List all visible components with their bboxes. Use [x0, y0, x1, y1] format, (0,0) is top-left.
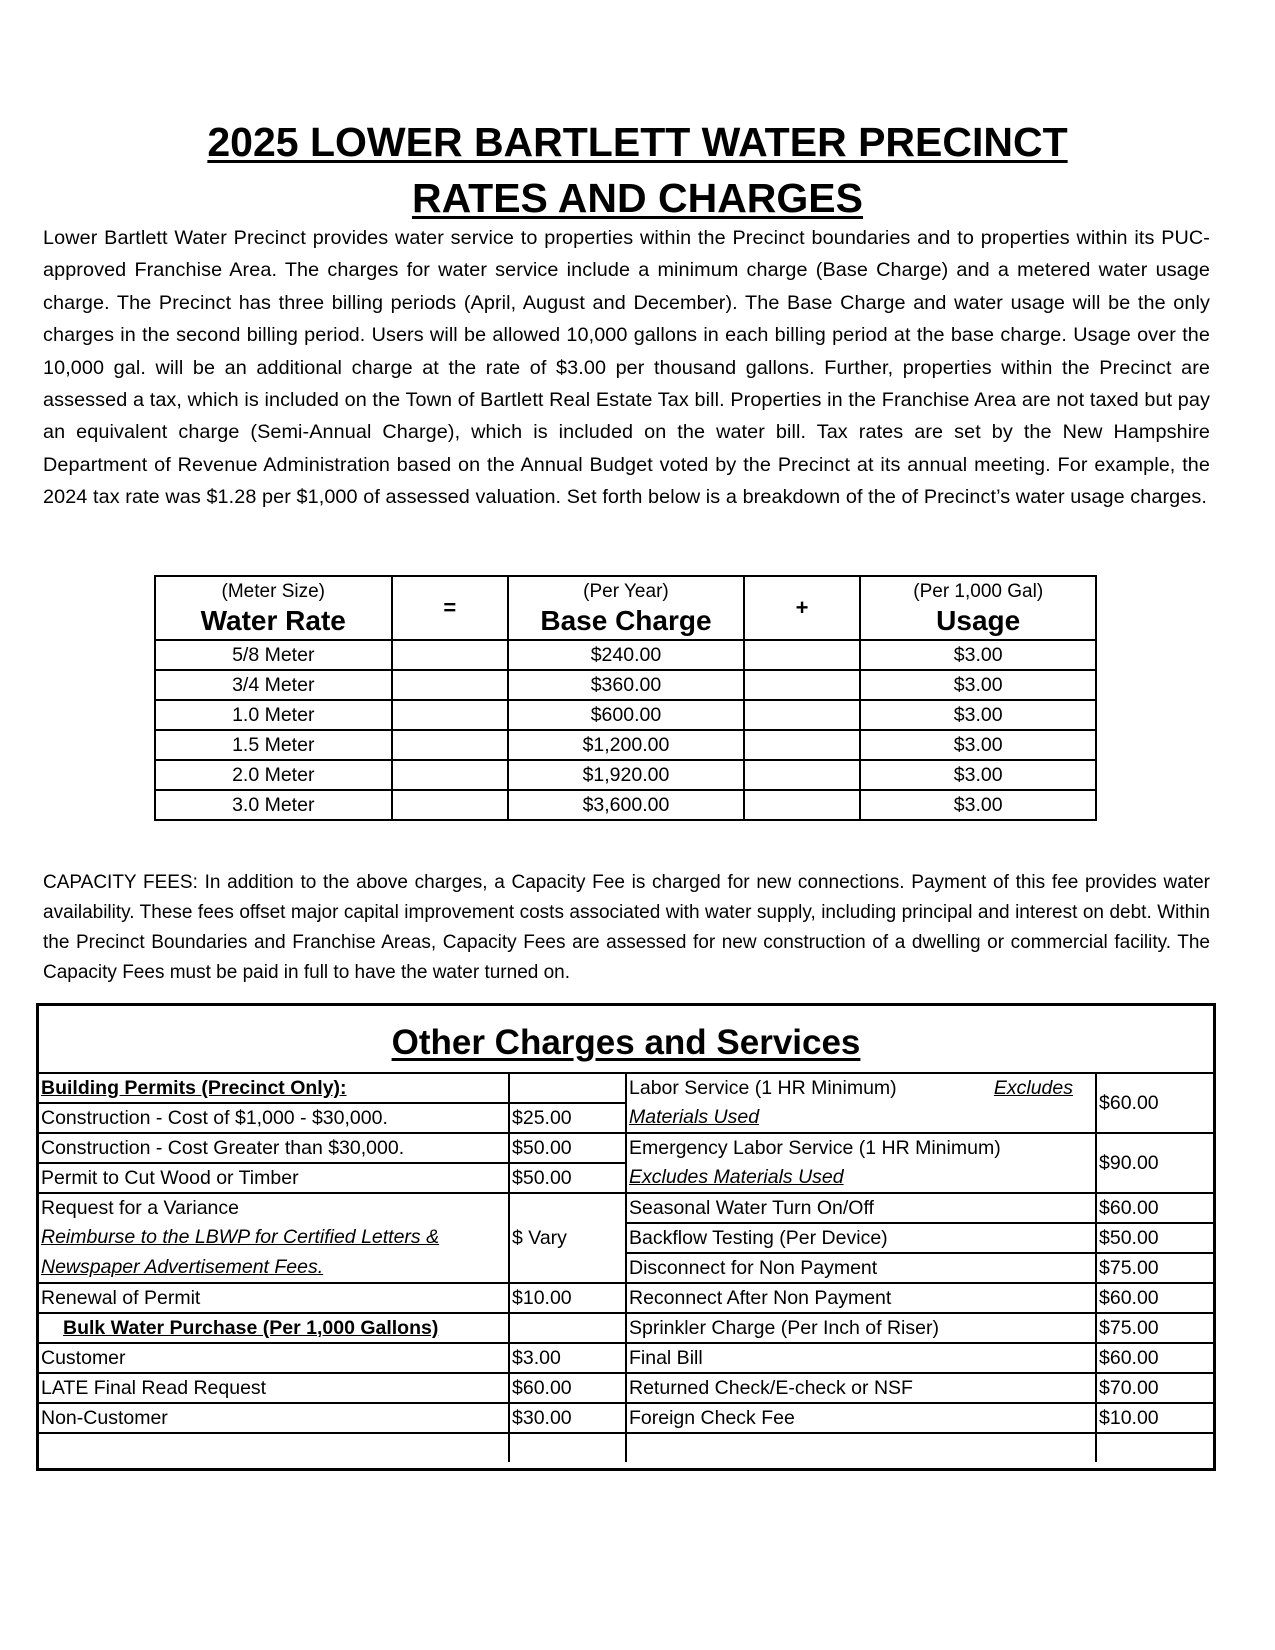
service-label: Returned Check/E-check or NSF: [626, 1373, 1096, 1403]
bulk-price: $3.00: [509, 1343, 626, 1373]
base-charge: $360.00: [508, 670, 744, 700]
permit-label: Permit to Cut Wood or Timber: [39, 1163, 509, 1193]
service-price: $70.00: [1096, 1373, 1213, 1403]
service-price: $75.00: [1096, 1313, 1213, 1343]
labor-service-note: Materials Used: [626, 1103, 1096, 1133]
permit-price: $50.00: [509, 1163, 626, 1193]
other-charges-table: [39, 1072, 1213, 1462]
usage-rate: $3.00: [860, 640, 1096, 670]
variance-note-cont: Newspaper Advertisement Fees.: [39, 1253, 509, 1283]
base-charge: $3,600.00: [508, 790, 744, 820]
table-row: [155, 700, 1096, 730]
service-price: $50.00: [1096, 1223, 1213, 1253]
table-row: [155, 640, 1096, 670]
permit-price: $50.00: [509, 1133, 626, 1163]
service-label: Reconnect After Non Payment: [626, 1283, 1096, 1313]
service-label: Foreign Check Fee: [626, 1403, 1096, 1433]
permit-label: Construction - Cost Greater than $30,000.: [39, 1133, 509, 1163]
service-price: $75.00: [1096, 1253, 1213, 1283]
table-row: [39, 1313, 1213, 1343]
base-charge: $600.00: [508, 700, 744, 730]
service-price: $60.00: [1096, 1283, 1213, 1313]
meter-size: 1.5 Meter: [155, 730, 392, 760]
table-row: [39, 1403, 1213, 1433]
base-charge: $1,200.00: [508, 730, 744, 760]
building-permits-heading: Building Permits (Precinct Only):: [39, 1073, 509, 1103]
other-charges-title: Other Charges and Services: [391, 1023, 861, 1062]
table-row: [39, 1373, 1213, 1403]
table-row: [39, 1133, 1213, 1163]
equals-sign: =: [392, 576, 509, 640]
labor-service: [626, 1073, 1096, 1103]
bulk-price: $30.00: [509, 1403, 626, 1433]
intro-paragraph: Lower Bartlett Water Precinct provides water service to properties within the Precinct boundaries and to properties within its PUC-approved Franchise Area. The charges for water service include a minimum charge (Base Charge) and a metered water usage charge. The Precinct has three billing periods (April, August and December). The Base Charge and water usage will be the only charges in the second billing period. Users will be allowed 10,000 gallons in each billing period at the base charge. Usage over the 10,000 gal. will be an additional charge at the rate of $3.00 per thousand gallons. Further, properties within the Precinct are assessed a tax, which is included on the Town of Bartlett Real Estate Tax bill. Properties in the Franchise Area are not taxed but pay an equivalent charge (Semi-Annual Charge), which is included on the water bill. Tax rates are set by the New Hampshire Department of Revenue Administration based on the Annual Budget voted by the Precinct at its annual meeting. For example, the 2024 tax rate was $1.28 per $1,000 of assessed valuation. Set forth below is a breakdown of the of Precinct’s water usage charges.: [43, 227, 1210, 509]
base-charge-header: Base Charge: [508, 603, 744, 640]
renewal-label: Renewal of Permit: [39, 1283, 509, 1313]
table-row: [155, 790, 1096, 820]
renewal-price: $10.00: [509, 1283, 626, 1313]
permit-label: Construction - Cost of $1,000 - $30,000.: [39, 1103, 509, 1133]
meter-size: 3/4 Meter: [155, 670, 392, 700]
bulk-label: Customer: [39, 1343, 509, 1373]
bulk-price: $60.00: [509, 1373, 626, 1403]
service-label: Sprinkler Charge (Per Inch of Riser): [626, 1313, 1096, 1343]
table-row: [39, 1253, 1213, 1283]
usage-rate: $3.00: [860, 760, 1096, 790]
per-1000-gal-subheader: (Per 1,000 Gal): [860, 576, 1096, 603]
bulk-label: LATE Final Read Request: [39, 1373, 509, 1403]
bulk-label: Non-Customer: [39, 1403, 509, 1433]
base-charge: $240.00: [508, 640, 744, 670]
capacity-fees-paragraph: CAPACITY FEES: In addition to the above charges, a Capacity Fee is charged for new connections. Payment of this fee provides water availability. These fees offset major capital improvement costs associated with water supply, including principal and interest on debt. Within the Precinct Boundaries and Franchise Areas, Capacity Fees are assessed for new construction of a dwelling or commercial facility. The Capacity Fees must be paid in full to have the water turned on.: [43, 872, 1210, 983]
page-subtitle: RATES AND CHARGES: [411, 175, 864, 221]
service-price: $60.00: [1096, 1343, 1213, 1373]
base-charge: $1,920.00: [508, 760, 744, 790]
plus-sign: +: [744, 576, 861, 640]
meter-size: 2.0 Meter: [155, 760, 392, 790]
service-price: $10.00: [1096, 1403, 1213, 1433]
variance-label: Request for a Variance: [39, 1193, 509, 1223]
table-row: [39, 1283, 1213, 1313]
usage-rate: $3.00: [860, 790, 1096, 820]
usage-rate: $3.00: [860, 670, 1096, 700]
permit-price: $25.00: [509, 1103, 626, 1133]
service-price: $60.00: [1096, 1193, 1213, 1223]
per-year-subheader: (Per Year): [508, 576, 744, 603]
service-label: Final Bill: [626, 1343, 1096, 1373]
table-row: [39, 1223, 1213, 1253]
labor-service-price: $60.00: [1096, 1073, 1213, 1133]
meter-size-subheader: (Meter Size): [155, 576, 392, 603]
usage-rate: $3.00: [860, 730, 1096, 760]
water-rate-header: Water Rate: [155, 603, 392, 640]
table-row: [39, 1343, 1213, 1373]
table-row: [155, 760, 1096, 790]
table-row: [39, 1193, 1213, 1223]
meter-size: 5/8 Meter: [155, 640, 392, 670]
table-row: [39, 1163, 1213, 1193]
table-row: [155, 730, 1096, 760]
usage-rate: $3.00: [860, 700, 1096, 730]
water-rate-table: [154, 575, 1097, 821]
service-label: Disconnect for Non Payment: [626, 1253, 1096, 1283]
service-label: Seasonal Water Turn On/Off: [626, 1193, 1096, 1223]
service-label: Backflow Testing (Per Device): [626, 1223, 1096, 1253]
variance-price: $ Vary: [509, 1193, 626, 1283]
emergency-labor-label: Emergency Labor Service (1 HR Minimum): [626, 1133, 1096, 1163]
meter-size: 1.0 Meter: [155, 700, 392, 730]
emergency-labor-price: $90.00: [1096, 1133, 1213, 1193]
variance-note: Reimburse to the LBWP for Certified Letters &: [39, 1223, 509, 1253]
emergency-labor-note: Excludes Materials Used: [626, 1163, 1096, 1193]
page-title: 2025 LOWER BARTLETT WATER PRECINCT: [207, 119, 1068, 165]
table-row: [39, 1103, 1213, 1133]
other-charges-box: [36, 1003, 1216, 1471]
labor-excludes: Excludes: [993, 1077, 1073, 1099]
bulk-water-heading: Bulk Water Purchase (Per 1,000 Gallons): [39, 1313, 509, 1343]
usage-header: Usage: [860, 603, 1096, 640]
labor-service-label: Labor Service (1 HR Minimum): [629, 1077, 897, 1099]
table-row: [39, 1073, 1213, 1103]
meter-size: 3.0 Meter: [155, 790, 392, 820]
table-row: [155, 670, 1096, 700]
table-row: [39, 1433, 1213, 1462]
